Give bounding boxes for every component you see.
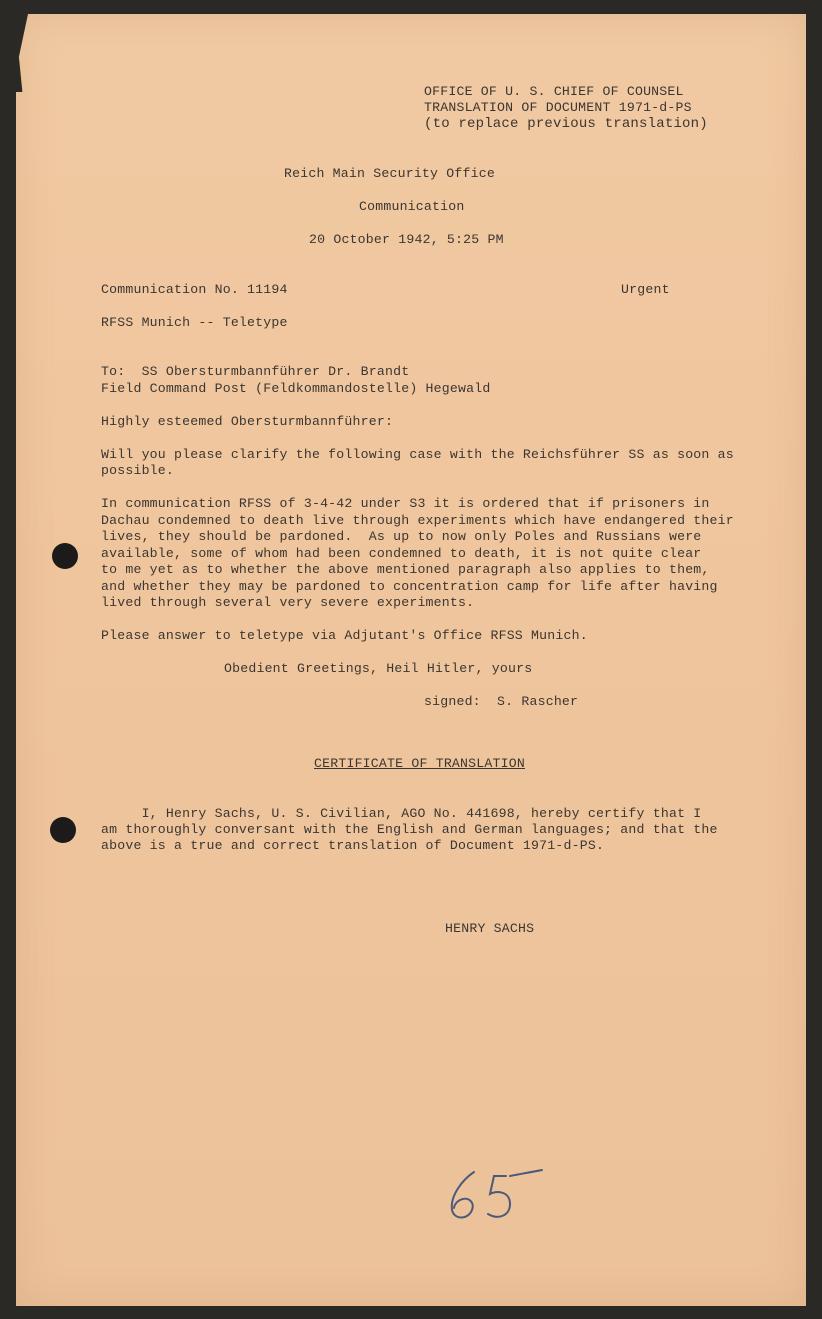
header-translation: TRANSLATION OF DOCUMENT 1971-d-PS <box>424 100 692 115</box>
salutation: Highly esteemed Obersturmbannführer: <box>101 414 394 429</box>
closing-greeting: Obedient Greetings, Heil Hitler, yours <box>224 661 533 676</box>
certificate-line: am thoroughly conversant with the English and German languages; and that the <box>101 822 718 837</box>
certificate-line: above is a true and correct translation of Document 1971-d-PS. <box>101 838 605 853</box>
signature-line: signed: S. Rascher <box>424 694 579 709</box>
header-office: OFFICE OF U. S. CHIEF OF COUNSEL <box>424 84 684 99</box>
route-line: RFSS Munich -- Teletype <box>101 315 288 330</box>
certificate-line: I, Henry Sachs, U. S. Civilian, AGO No. 441698, hereby certify that I <box>101 806 702 821</box>
certificate-heading: CERTIFICATE OF TRANSLATION <box>314 756 525 771</box>
title-office: Reich Main Security Office <box>284 166 495 181</box>
para3-line: Please answer to teletype via Adjutant's Office RFSS Munich. <box>101 628 588 643</box>
recipient-line: To: SS Obersturmbannführer Dr. Brandt <box>101 364 410 379</box>
title-datetime: 20 October 1942, 5:25 PM <box>309 232 504 247</box>
title-type: Communication <box>359 199 465 214</box>
para2-line: to me yet as to whether the above mentioned paragraph also applies to them, <box>101 562 710 577</box>
communication-number: Communication No. 11194 <box>101 282 288 297</box>
certificate-signer: HENRY SACHS <box>445 921 535 936</box>
punch-hole <box>52 543 78 569</box>
para2-line: lives, they should be pardoned. As up to now only Poles and Russians were <box>101 529 702 544</box>
para2-line: In communication RFSS of 3-4-42 under S3 it is ordered that if prisoners in <box>101 496 710 511</box>
para1-line: possible. <box>101 463 175 478</box>
header-replace-note: (to replace previous translation) <box>424 116 708 132</box>
punch-hole <box>50 817 76 843</box>
para2-line: and whether they may be pardoned to concentration camp for life after having <box>101 579 718 594</box>
para2-line: lived through several very severe experiments. <box>101 595 475 610</box>
para2-line: available, some of whom had been condemned to death, it is not quite clear <box>101 546 702 561</box>
torn-corner <box>14 14 28 92</box>
document-page <box>16 14 806 1306</box>
urgency-label: Urgent <box>621 282 670 297</box>
handwritten-65-icon <box>444 1166 554 1226</box>
para1-line: Will you please clarify the following case with the Reichsführer SS as soon as <box>101 447 734 462</box>
para2-line: Dachau condemned to death live through experiments which have endangered their <box>101 513 734 528</box>
handwritten-page-number <box>444 1166 554 1230</box>
recipient-post: Field Command Post (Feldkommandostelle) Hegewald <box>101 381 491 396</box>
